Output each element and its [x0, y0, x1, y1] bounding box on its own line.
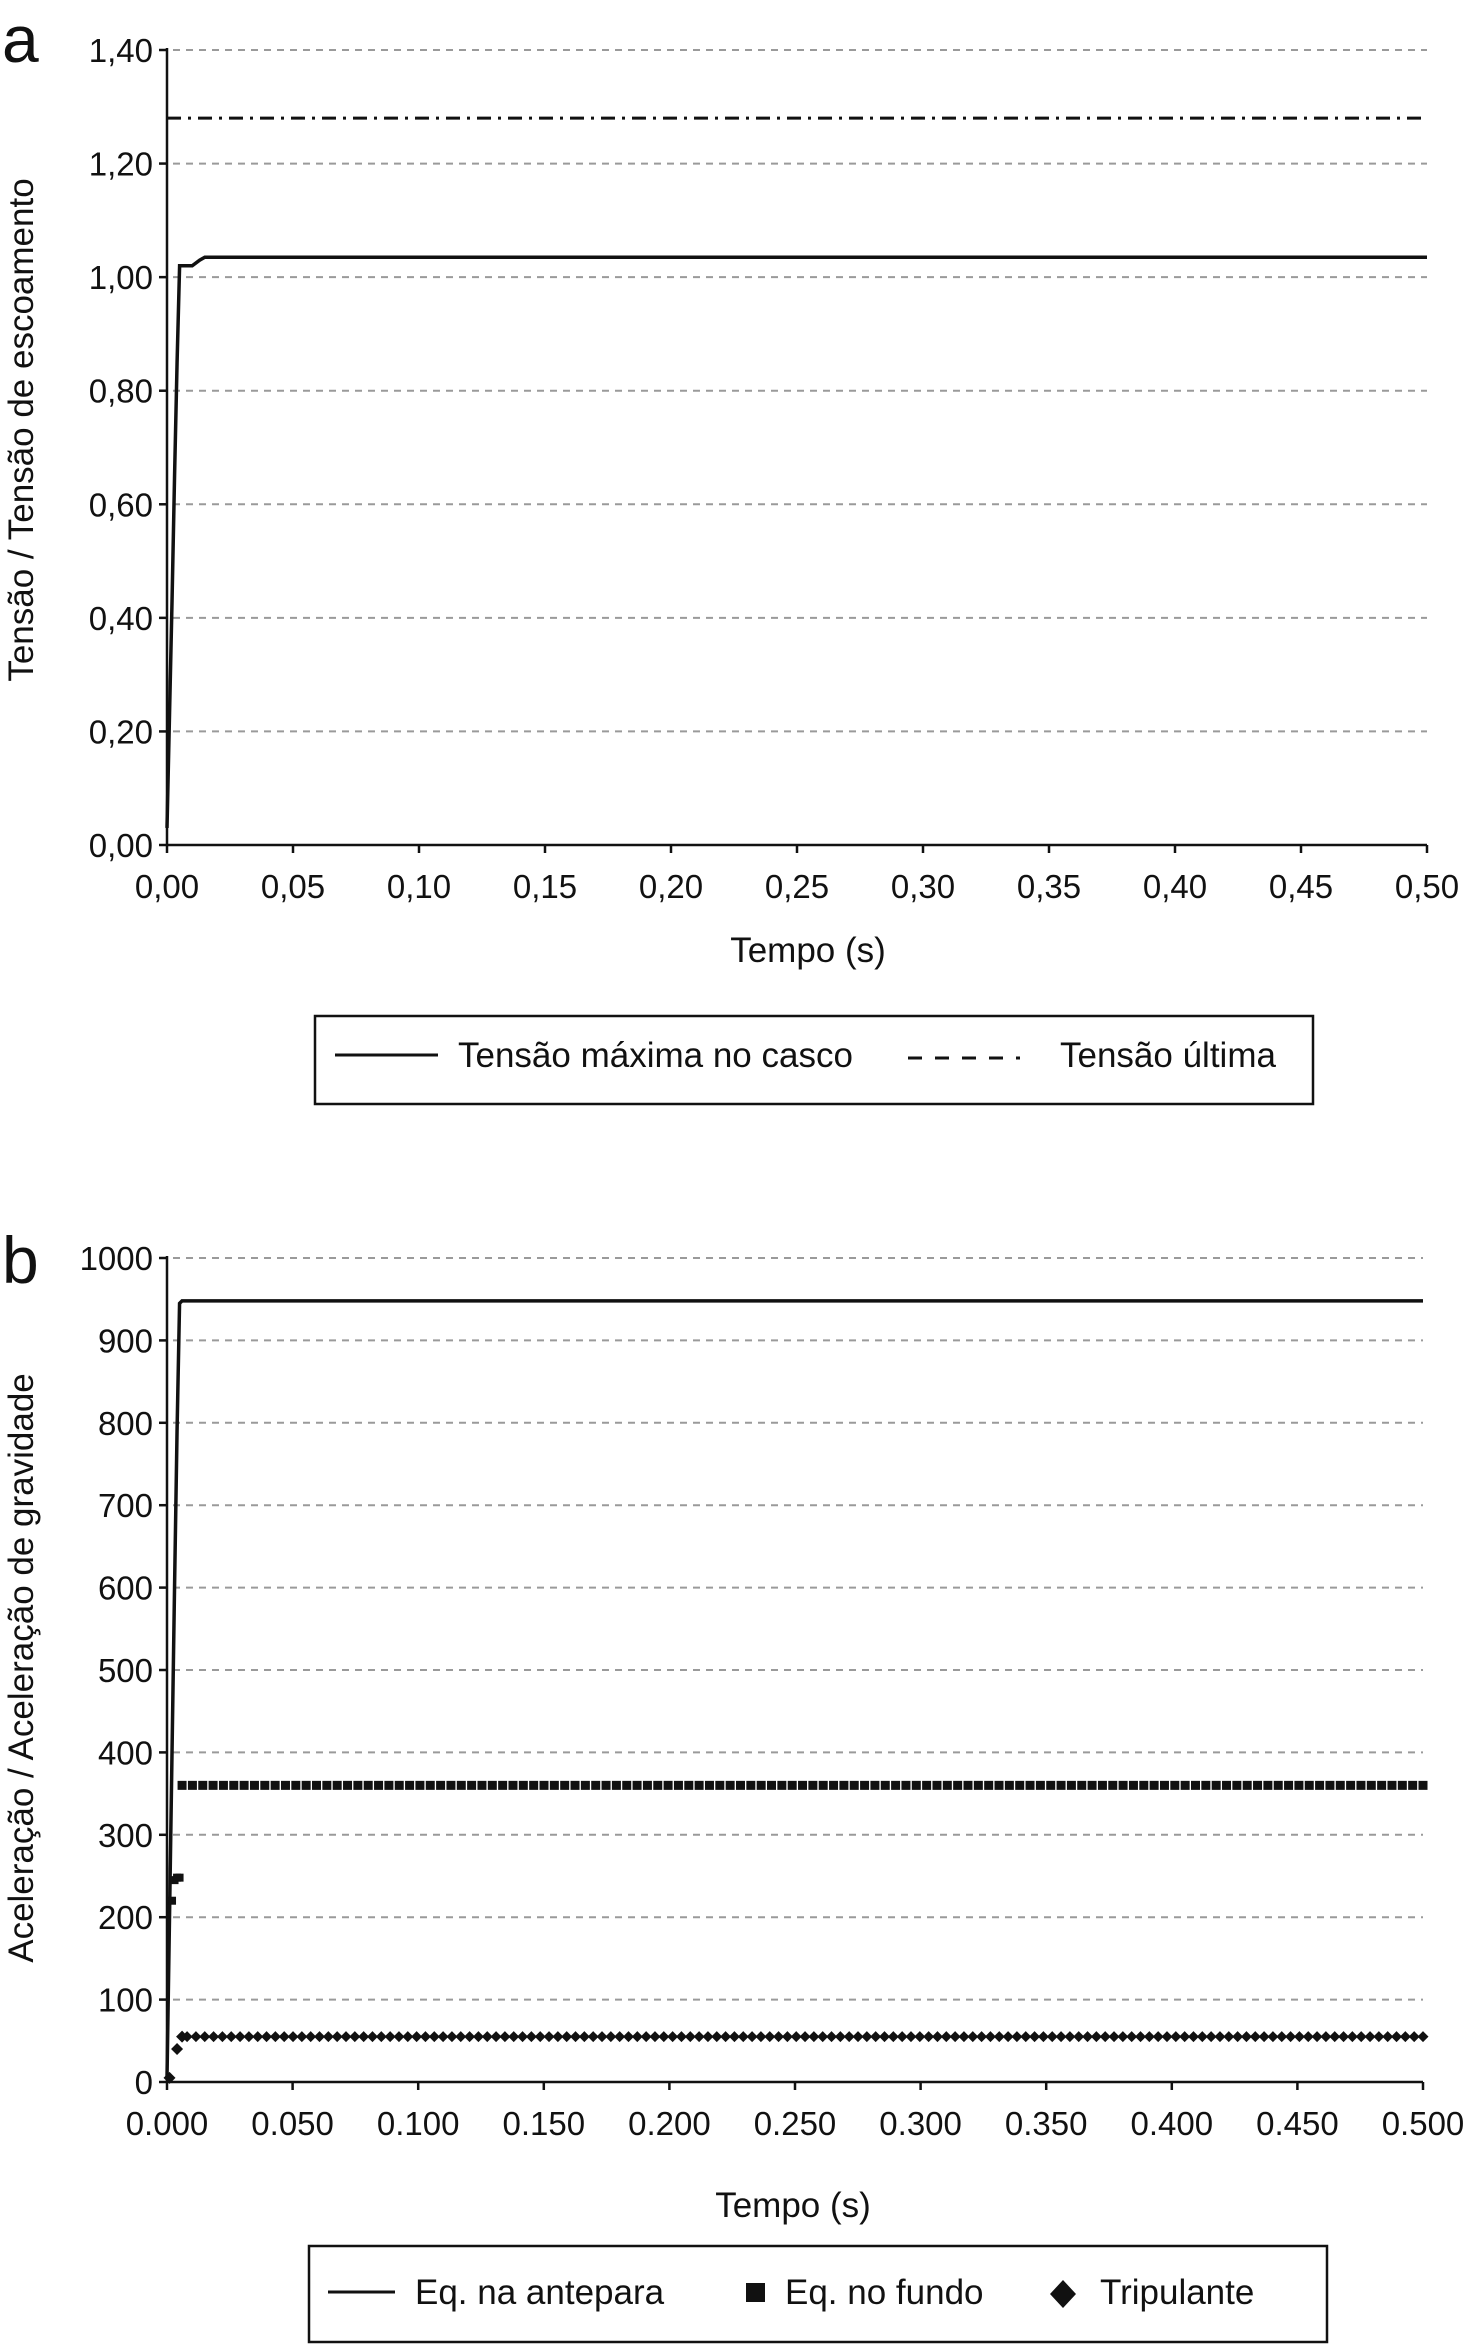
marker-fundo [829, 1781, 838, 1790]
x-tick-labels-a [135, 868, 1459, 905]
a-y-tick-label-7: 1,40 [88, 32, 153, 69]
marker-fundo [1160, 1781, 1169, 1790]
marker-fundo [529, 1781, 538, 1790]
marker-fundo [581, 1781, 590, 1790]
marker-fundo [808, 1781, 817, 1790]
a-y-tick-label-4: 0,80 [88, 372, 153, 410]
marker-fundo [1170, 1781, 1179, 1790]
marker-fundo [850, 1781, 859, 1790]
marker-fundo [891, 1781, 900, 1790]
marker-fundo [571, 1781, 580, 1790]
legend-swatch-fundo [746, 2283, 765, 2302]
b-y-tick-label-10: 1000 [79, 1240, 153, 1277]
marker-fundo [343, 1781, 352, 1790]
marker-fundo [250, 1781, 259, 1790]
marker-fundo [622, 1781, 631, 1790]
marker-fundo [560, 1781, 569, 1790]
marker-fundo [726, 1781, 735, 1790]
marker-fundo [1108, 1781, 1117, 1790]
marker-fundo [1088, 1781, 1097, 1790]
a-x-tick-label-0: 0,00 [134, 868, 200, 905]
marker-fundo [168, 1897, 176, 1905]
a-y-tick-label-2: 0,40 [88, 599, 153, 637]
grid-a [173, 50, 1427, 731]
marker-fundo [540, 1781, 549, 1790]
marker-fundo [229, 1781, 238, 1790]
marker-fundo [767, 1781, 776, 1790]
marker-fundo [1232, 1781, 1241, 1790]
marker-fundo [364, 1781, 373, 1790]
a-x-tick-label-8: 0,40 [1142, 868, 1208, 905]
marker-fundo [705, 1781, 714, 1790]
marker-fundo [1067, 1781, 1076, 1790]
marker-fundo [653, 1781, 662, 1790]
marker-fundo [1367, 1781, 1376, 1790]
y-tick-labels-b [80, 1240, 153, 2101]
series-markers-tripulante [164, 2031, 1429, 2084]
marker-fundo [312, 1781, 321, 1790]
marker-fundo [519, 1781, 528, 1790]
marker-fundo [1243, 1781, 1252, 1790]
legend-label-tensao-ultima: Tensão última [1060, 1036, 1276, 1075]
marker-fundo [612, 1781, 621, 1790]
marker-fundo [291, 1781, 300, 1790]
marker-fundo [1325, 1781, 1334, 1790]
marker-fundo [384, 1781, 393, 1790]
chart-panel-a [2, 2, 1459, 1104]
marker-fundo [995, 1781, 1004, 1790]
marker-fundo [984, 1781, 993, 1790]
marker-fundo [1336, 1781, 1345, 1790]
marker-fundo [777, 1781, 786, 1790]
x-axis-title-a: Tempo (s) [730, 931, 886, 970]
marker-fundo [219, 1781, 228, 1790]
marker-fundo [457, 1781, 466, 1790]
b-x-tick-label-4: 0.200 [628, 2105, 711, 2142]
marker-fundo [1046, 1781, 1055, 1790]
a-y-tick-label-1: 0,20 [88, 713, 153, 751]
marker-fundo [602, 1781, 611, 1790]
marker-fundo [198, 1781, 207, 1790]
a-x-tick-label-1: 0,05 [260, 868, 326, 905]
b-y-tick-label-3: 300 [97, 1816, 153, 1854]
marker-fundo [1005, 1781, 1014, 1790]
a-x-tick-label-7: 0,35 [1016, 868, 1082, 905]
marker-fundo [1377, 1781, 1386, 1790]
marker-fundo [446, 1781, 455, 1790]
marker-fundo [746, 1781, 755, 1790]
marker-fundo [1346, 1781, 1355, 1790]
b-x-tick-label-1: 0.050 [251, 2105, 334, 2142]
marker-fundo [1191, 1781, 1200, 1790]
marker-tripulante [171, 2043, 183, 2055]
marker-fundo [1181, 1781, 1190, 1790]
legend-label-tensao-maxima: Tensão máxima no casco [458, 1036, 853, 1075]
marker-fundo [322, 1781, 331, 1790]
marker-fundo [1274, 1781, 1283, 1790]
a-x-tick-label-2: 0,10 [386, 868, 452, 905]
marker-fundo [1129, 1781, 1138, 1790]
marker-fundo [550, 1781, 559, 1790]
panel-label-a: a [2, 2, 39, 76]
marker-fundo [1150, 1781, 1159, 1790]
marker-fundo [1139, 1781, 1148, 1790]
marker-fundo [922, 1781, 931, 1790]
a-x-tick-label-10: 0,50 [1394, 868, 1460, 905]
b-x-tick-label-7: 0.350 [1004, 2105, 1088, 2142]
marker-fundo [415, 1781, 424, 1790]
marker-fundo [209, 1781, 218, 1790]
marker-fundo [395, 1781, 404, 1790]
marker-fundo [302, 1781, 311, 1790]
legend-label-antepara: Eq. na antepara [415, 2273, 665, 2312]
a-x-tick-label-9: 0,45 [1268, 868, 1334, 905]
b-y-tick-label-7: 700 [97, 1487, 153, 1525]
axes-b [159, 1256, 1423, 2090]
b-y-tick-label-8: 800 [97, 1404, 153, 1442]
marker-fundo [240, 1781, 249, 1790]
b-y-tick-label-0: 0 [134, 2064, 153, 2101]
b-y-tick-label-4: 400 [97, 1734, 153, 1772]
marker-fundo [974, 1781, 983, 1790]
marker-fundo [405, 1781, 414, 1790]
marker-fundo [508, 1781, 517, 1790]
marker-fundo [436, 1781, 445, 1790]
grid-b [173, 1258, 1423, 2000]
legend-swatch-tripulante [1050, 2280, 1076, 2308]
marker-fundo [839, 1781, 848, 1790]
marker-fundo [260, 1781, 269, 1790]
marker-fundo [819, 1781, 828, 1790]
marker-fundo [695, 1781, 704, 1790]
marker-fundo [633, 1781, 642, 1790]
marker-fundo [281, 1781, 290, 1790]
marker-fundo [1387, 1781, 1396, 1790]
y-tick-labels-a [89, 32, 153, 864]
b-x-tick-label-3: 0.150 [502, 2105, 586, 2142]
marker-fundo [798, 1781, 807, 1790]
a-x-tick-label-5: 0,25 [764, 868, 830, 905]
marker-fundo [1222, 1781, 1231, 1790]
legend-a [315, 1016, 1313, 1104]
b-y-tick-label-6: 600 [97, 1569, 153, 1607]
b-y-tick-label-1: 100 [97, 1981, 153, 2019]
marker-fundo [943, 1781, 952, 1790]
marker-fundo [953, 1781, 962, 1790]
marker-fundo [1315, 1781, 1324, 1790]
a-x-tick-label-4: 0,20 [638, 868, 704, 905]
marker-fundo [498, 1781, 507, 1790]
b-x-tick-label-8: 0.400 [1130, 2105, 1214, 2142]
a-y-tick-label-3: 0,60 [88, 486, 153, 524]
marker-fundo [1201, 1781, 1210, 1790]
marker-fundo [1098, 1781, 1107, 1790]
marker-fundo [870, 1781, 879, 1790]
marker-fundo [1419, 1781, 1428, 1790]
axes-a [159, 48, 1427, 853]
marker-fundo [664, 1781, 673, 1790]
y-axis-title-b: Aceleração / Aceleração de gravidade [2, 1373, 41, 1963]
marker-tripulante [1418, 2031, 1429, 2042]
marker-fundo [1294, 1781, 1303, 1790]
marker-fundo [788, 1781, 797, 1790]
marker-fundo [176, 1874, 184, 1882]
series-a [167, 118, 1427, 828]
a-x-tick-label-6: 0,30 [890, 868, 956, 905]
b-x-tick-label-6: 0.300 [879, 2105, 962, 2142]
series-markers-fundo [168, 1781, 1427, 1905]
b-y-tick-label-5: 500 [97, 1652, 153, 1689]
marker-fundo [932, 1781, 941, 1790]
marker-fundo [1036, 1781, 1045, 1790]
legend-b [309, 2246, 1327, 2342]
a-x-tick-label-3: 0,15 [512, 868, 578, 905]
b-x-tick-label-2: 0.100 [376, 2105, 460, 2142]
series-line-antepara [167, 1301, 1423, 2078]
marker-fundo [467, 1781, 476, 1790]
marker-fundo [912, 1781, 921, 1790]
marker-fundo [1212, 1781, 1221, 1790]
a-y-tick-label-5: 1,00 [88, 259, 153, 297]
marker-fundo [736, 1781, 745, 1790]
marker-fundo [715, 1781, 724, 1790]
b-x-tick-label-0: 0.000 [125, 2105, 209, 2142]
b-x-tick-label-10: 0.500 [1381, 2105, 1465, 2142]
marker-fundo [1263, 1781, 1272, 1790]
b-y-tick-label-9: 900 [97, 1322, 153, 1360]
series-line-tensao-maxima [167, 257, 1427, 828]
marker-fundo [1057, 1781, 1066, 1790]
marker-fundo [1015, 1781, 1024, 1790]
marker-fundo [684, 1781, 693, 1790]
marker-fundo [860, 1781, 869, 1790]
marker-fundo [178, 1781, 187, 1790]
marker-fundo [1408, 1781, 1417, 1790]
marker-fundo [1119, 1781, 1128, 1790]
series-b [164, 1301, 1429, 2084]
marker-fundo [591, 1781, 600, 1790]
a-y-tick-label-6: 1,20 [88, 145, 153, 183]
marker-fundo [353, 1781, 362, 1790]
a-y-tick-label-0: 0,00 [88, 827, 153, 864]
legend-label-tripulante: Tripulante [1100, 2273, 1255, 2312]
marker-fundo [674, 1781, 683, 1790]
marker-fundo [643, 1781, 652, 1790]
marker-fundo [1077, 1781, 1086, 1790]
x-axis-title-b: Tempo (s) [715, 2186, 871, 2225]
marker-fundo [901, 1781, 910, 1790]
legend-label-fundo: Eq. no fundo [785, 2273, 984, 2312]
b-x-tick-label-5: 0.250 [753, 2105, 837, 2142]
chart-panel-b [2, 1223, 1464, 2342]
marker-fundo [271, 1781, 280, 1790]
marker-fundo [757, 1781, 766, 1790]
marker-fundo [881, 1781, 890, 1790]
marker-fundo [333, 1781, 342, 1790]
marker-fundo [1305, 1781, 1314, 1790]
marker-fundo [1284, 1781, 1293, 1790]
marker-fundo [963, 1781, 972, 1790]
marker-fundo [426, 1781, 435, 1790]
marker-fundo [1026, 1781, 1035, 1790]
marker-fundo [1398, 1781, 1407, 1790]
marker-fundo [477, 1781, 486, 1790]
marker-fundo [1356, 1781, 1365, 1790]
marker-fundo [374, 1781, 383, 1790]
marker-fundo [188, 1781, 197, 1790]
b-y-tick-label-2: 200 [97, 1899, 153, 1937]
y-axis-title-a: Tensão / Tensão de escoamento [2, 178, 41, 682]
marker-fundo [488, 1781, 497, 1790]
panel-label-b: b [2, 1223, 39, 1297]
marker-fundo [1253, 1781, 1262, 1790]
b-x-tick-label-9: 0.450 [1256, 2105, 1339, 2142]
x-tick-labels-b [126, 2105, 1465, 2142]
